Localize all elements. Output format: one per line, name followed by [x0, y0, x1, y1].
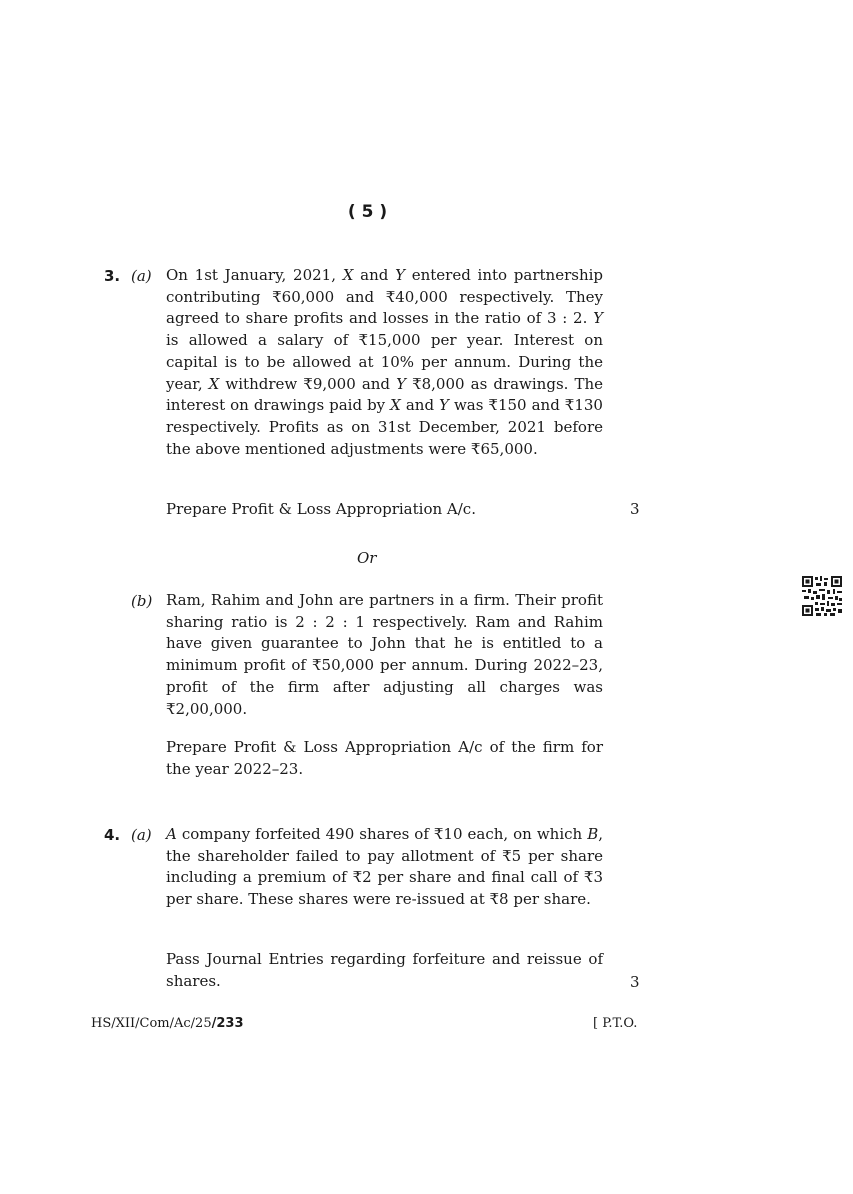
- q4-part-a-label: (a): [131, 826, 152, 844]
- question-number-4: 4.: [104, 826, 121, 844]
- q3-part-b-text: Ram, Rahim and John are partners in a firm. Their profit sharing ratio is 2 : 2 : 1 respectively. Ram and Rahim have given guarantee to John that he is entitled to a minimum profit of ₹50,000 per annum. During 2022–23, profit of the firm after adjusting all charges was ₹2,00,000.: [166, 591, 603, 718]
- q3-part-a-marks: 3: [630, 500, 640, 518]
- q3-part-a-instruction: Prepare Profit & Loss Appropriation A/c.: [166, 500, 476, 518]
- q3-part-b-instruction: Prepare Profit & Loss Appropriation A/c of the firm for the year 2022–23.: [166, 738, 603, 778]
- q3-part-a-text: On 1st January, 2021, X and Y entered into partnership contributing ₹60,000 and ₹40,000 respectively. They agreed to share profits and losses in the ratio of 3 : 2. Y is allowed a salary of ₹15,000 per year. Interest on capital is to be allowed at 10% per annum. During the year, X withdrew ₹9,000 and Y ₹8,000 as drawings. The interest on drawings paid by X and Y was ₹150 and ₹130 respectively. Profits as on 31st December, 2021 before the above mentioned adjustments were ₹65,000.: [166, 266, 604, 458]
- qr-code-icon: [802, 576, 842, 616]
- pto-label: [ P.T.O.: [593, 1016, 638, 1031]
- question-number-3: 3.: [104, 267, 121, 285]
- page-number: ( 5 ): [347, 202, 388, 222]
- q4-part-a-marks: 3: [630, 973, 640, 991]
- q3-part-a-label: (a): [131, 267, 152, 285]
- paper-code: HS/XII/Com/Ac/25/233: [91, 1016, 244, 1031]
- q3-part-b-label: (b): [131, 592, 153, 610]
- or-separator: Or: [357, 549, 377, 567]
- q4-part-a-text: A company forfeited 490 shares of ₹10 each, on which B, the shareholder failed to pay allotment of ₹5 per share including a premium of ₹2 per share and final call of ₹3 per share. These shares were re-issued at ₹8 per share.: [166, 825, 603, 909]
- q4-part-a-instruction: Pass Journal Entries regarding forfeiture and reissue of shares.: [166, 950, 603, 990]
